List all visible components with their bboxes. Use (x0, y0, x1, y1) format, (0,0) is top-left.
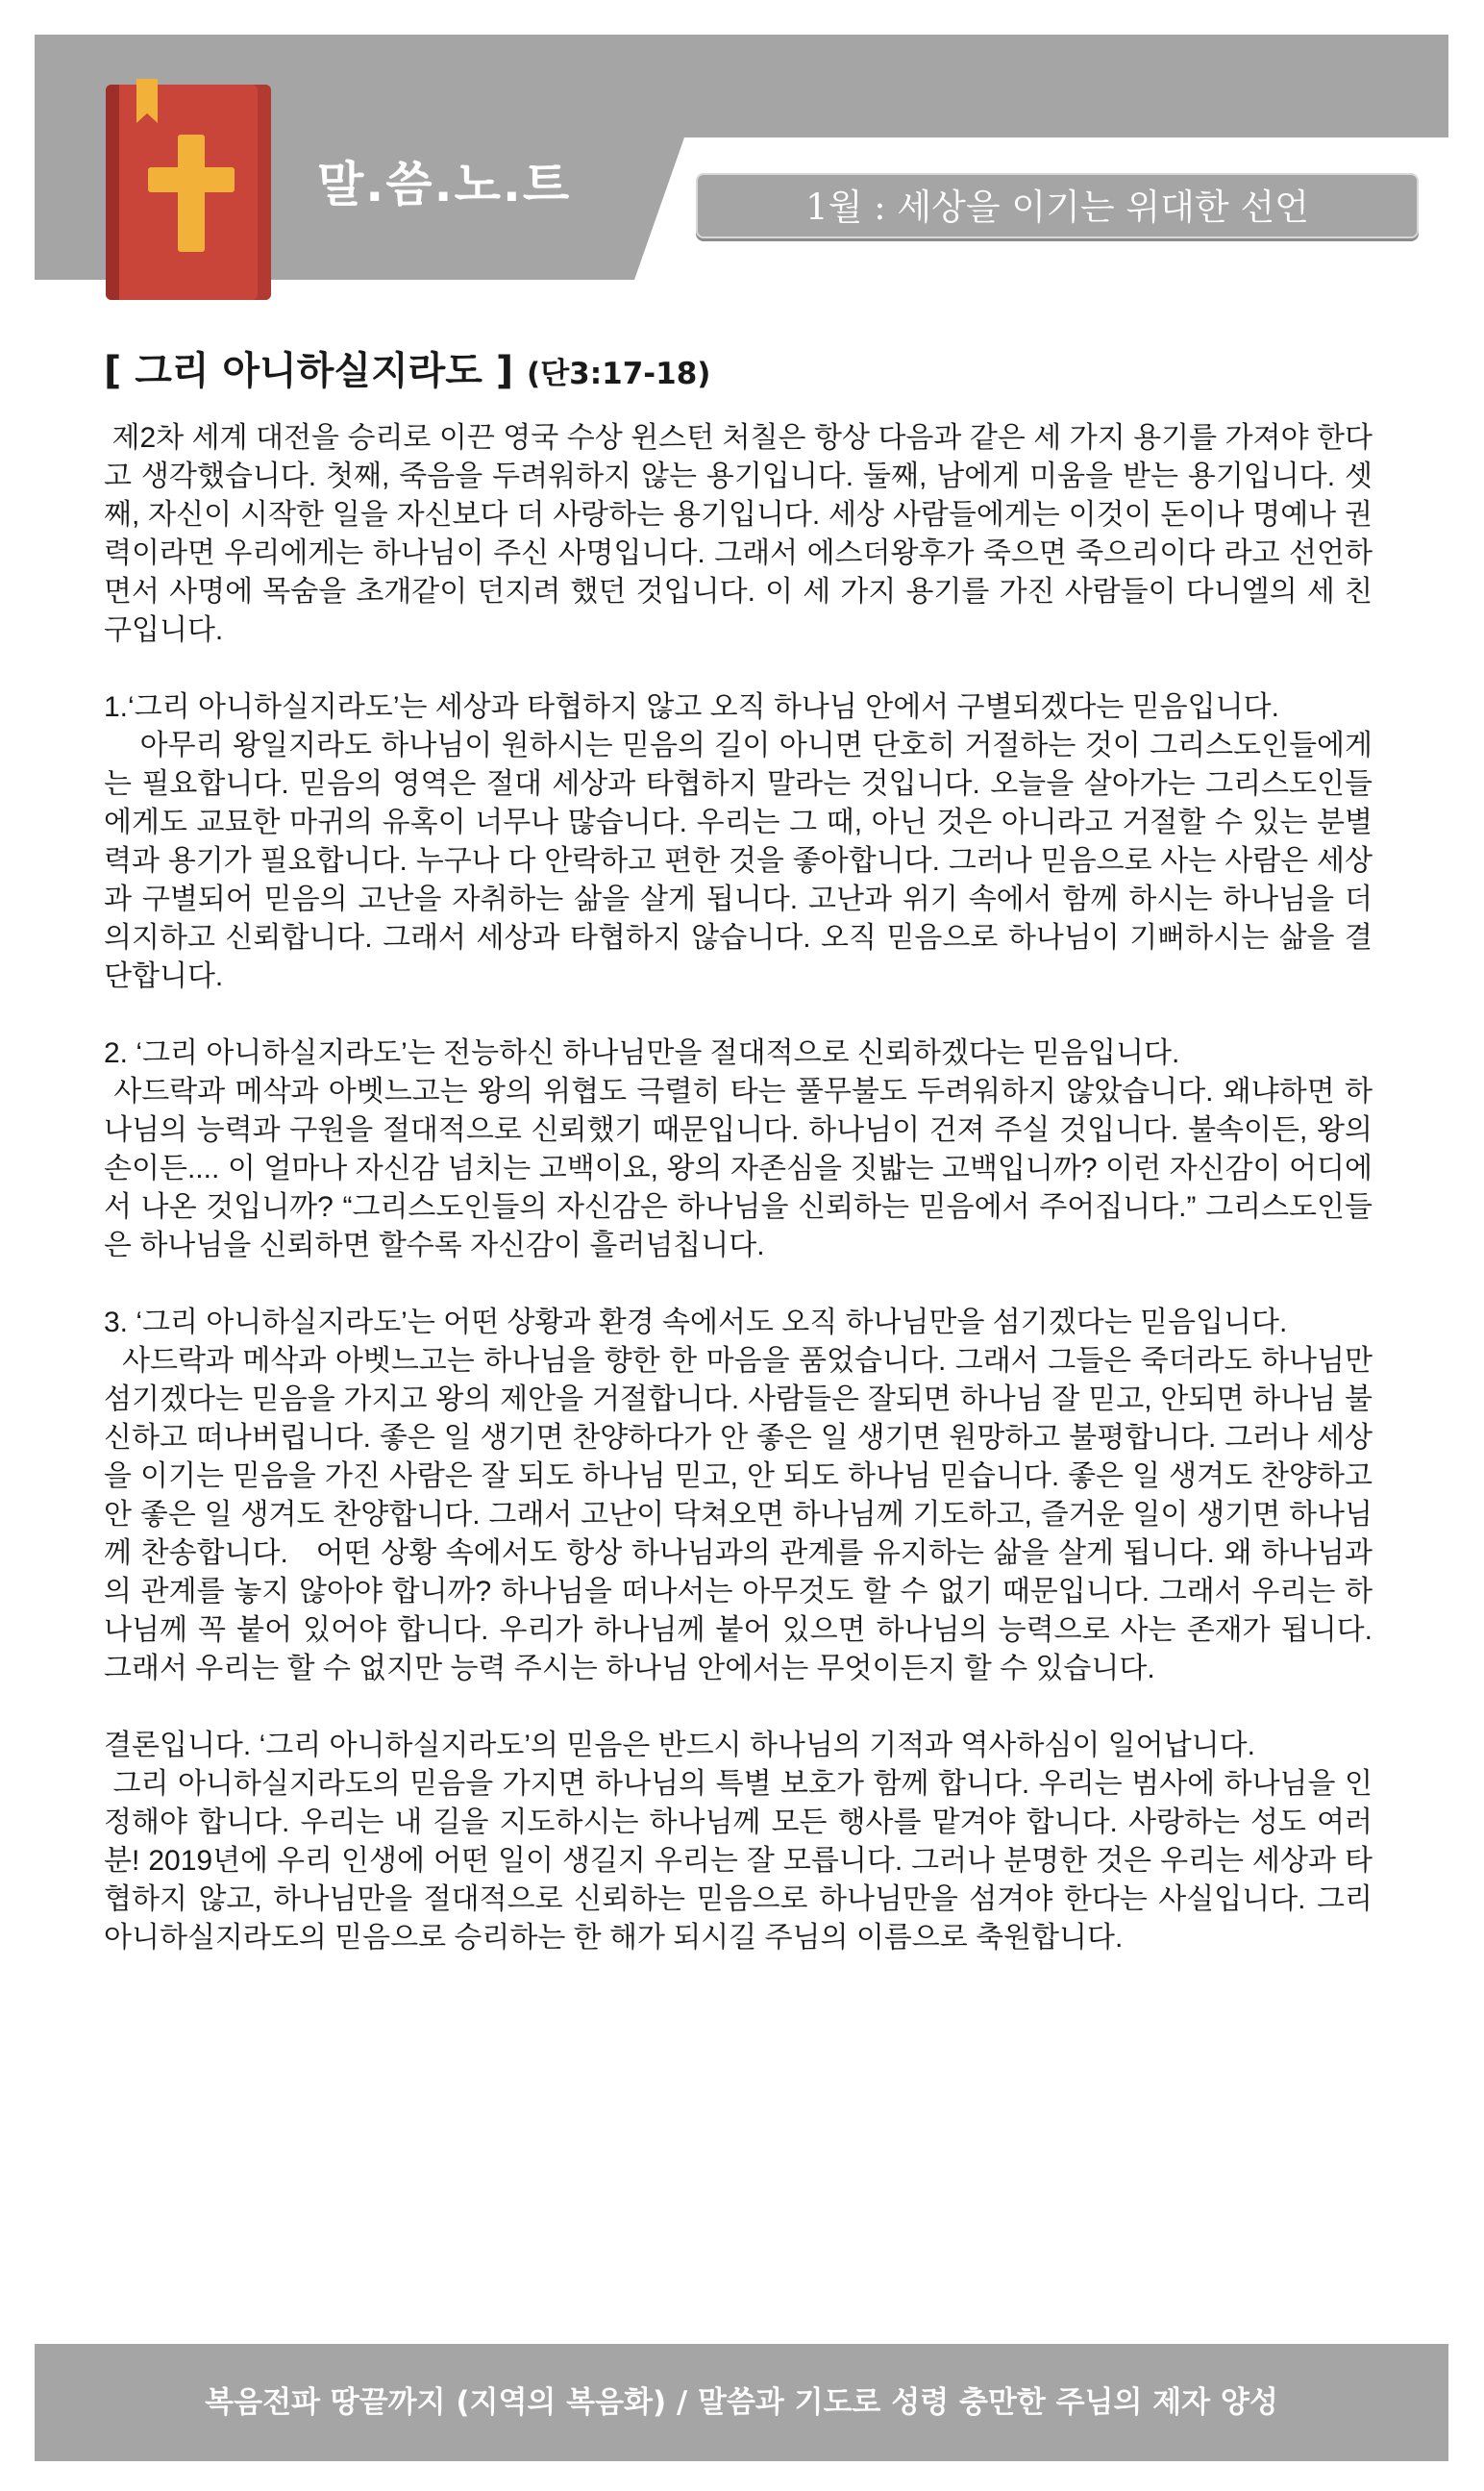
sermon-title (104, 344, 710, 401)
brand-title: 말.씀.노.트 (317, 157, 572, 212)
body-paragraph: 아무리 왕일지라도 하나님이 원하시는 믿음의 길이 아니면 단호히 거절하는 것이 그리스도인들에게는 필요합니다. 믿음의 영역은 절대 세상과 타협하지 말라는 것입니다. 오늘을 살아가는 그리스도인들에게도 교묘한 마귀의 유혹이 너무나 많습니다. 우리는 그 때, 아닌 것은 아니라고 거절할 수 있는 분별력과 용기가 필요합니다. 누구나 다 안락하고 편한 것을 좋아합니다. 그러나 믿음으로 사는 사람은 세상과 구별되어 믿음의 고난을 자취하는 삶을 살게 됩니다. 고난과 위기 속에서 함께 하시는 하나님을 더 의지하고 신뢰합니다. 그래서 세상과 타협하지 않습니다. 오직 믿음으로 하나님이 기뻐하시는 삶을 결단합니다. (104, 730, 1381, 992)
header-wedge (634, 137, 684, 280)
paragraph-gap (104, 996, 1373, 1034)
paragraph-gap (104, 1265, 1373, 1304)
sermon-body (104, 419, 1381, 1957)
body-paragraph: 2. ‘그리 아니하실지라도’는 전능하신 하나님만을 절대적으로 신뢰하겠다는 믿음입니다. (104, 1037, 1180, 1069)
bible-spine (106, 85, 119, 300)
scripture-reference: (단3:17-18) (527, 357, 711, 391)
cross-horizontal (148, 167, 235, 192)
paragraph-gap (104, 1688, 1373, 1727)
sermon-title-text: [ 그리 아니하실지라도 ] (104, 349, 514, 393)
body-paragraph: 3. ‘그리 아니하실지라도’는 어떤 상황과 환경 속에서도 오직 하나님만을 섬기겠다는 믿음입니다. (104, 1307, 1288, 1338)
body-paragraph: 결론입니다. ‘그리 아니하실지라도’의 믿음은 반드시 하나님의 기적과 역사하심이 일어납니다. (104, 1730, 1255, 1761)
footer-motto: 복음전파 땅끝까지 (지역의 복음화) / 말씀과 기도로 성령 충만한 주님의 제자 양성 (35, 2344, 1448, 2461)
month-theme-banner: 1월 : 세상을 이기는 위대한 선언 (696, 173, 1419, 238)
body-paragraph: 그리 아니하실지라도의 믿음을 가지면 하나님의 특별 보호가 함께 합니다. 우리는 범사에 하나님을 인정해야 합니다. 우리는 내 길을 지도하시는 하나님께 모든 행사를 맡겨야 합니다. 사랑하는 성도 여러분! 2019년에 우리 인생에 어떤 일이 생길지 우리는 잘 모릅니다. 그러나 분명한 것은 우리는 세상과 타협하지 않고, 하나님만을 절대적으로 신뢰하는 믿음으로 하나님만을 섬겨야 한다는 사실입니다. 그리 아니하실지라도의 믿음으로 승리하는 한 해가 되시길 주님의 이름으로 축원합니다. (104, 1768, 1381, 1954)
cross-vertical (178, 135, 205, 252)
body-paragraph: 1.‘그리 아니하실지라도’는 세상과 타협하지 않고 오직 하나님 안에서 구별되겠다는 믿음입니다. (104, 691, 1279, 723)
bible-cross-icon (106, 85, 271, 300)
body-paragraph: 제2차 세계 대전을 승리로 이끈 영국 수상 윈스턴 처칠은 항상 다음과 같은 세 가지 용기를 가져야 한다고 생각했습니다. 첫째, 죽음을 두려워하지 않는 용기입니다. 둘째, 남에게 미움을 받는 용기입니다. 셋째, 자신이 시작한 일을 자신보다 더 사랑하는 용기입니다. 세상 사람들에게는 이것이 돈이나 명예나 권력이라면 우리에게는 하나님이 주신 사명입니다. 그래서 에스더왕후가 죽으면 죽으리이다 라고 선언하면서 사명에 목숨을 초개같이 던지려 했던 것입니다. 이 세 가지 용기를 가진 사람들이 다니엘의 세 친구입니다. (104, 422, 1373, 646)
bookmark-ribbon (136, 79, 158, 123)
body-paragraph: 사드락과 메삭과 아벳느고는 하나님을 향한 한 마음을 품었습니다. 그래서 그들은 죽더라도 하나님만 섬기겠다는 믿음을 가지고 왕의 제안을 거절합니다. 사람들은 잘되면 하나님 잘 믿고, 안되면 하나님 불신하고 떠나버립니다. 좋은 일 생기면 찬양하다가 안 좋은 일 생기면 원망하고 불평합니다. 그러나 세상을 이기는 믿음을 가진 사람은 잘 되도 하나님 믿고, 안 되도 하나님 믿습니다. 좋은 일 생겨도 찬양하고 안 좋은 일 생겨도 찬양합니다. 그래서 고난이 닥쳐오면 하나님께 기도하고, 즐거운 일이 생기면 하나님께 찬송합니다. 어떤 상황 속에서도 항상 하나님과의 관계를 유지하는 삶을 살게 됩니다. 왜 하나님과의 관계를 놓지 않아야 합니까? 하나님을 떠나서는 아무것도 할 수 없기 때문입니다. 그래서 우리는 하나님께 꼭 붙어 있어야 합니다. 우리가 하나님께 붙어 있으면 하나님의 능력으로 사는 존재가 됩니다. 그래서 우리는 할 수 없지만 능력 주시는 하나님 안에서는 무엇이든지 할 수 있습니다. (104, 1345, 1381, 1684)
body-paragraph: 사드락과 메삭과 아벳느고는 왕의 위협도 극렬히 타는 풀무불도 두려워하지 않았습니다. 왜냐하면 하나님의 능력과 구원을 절대적으로 신뢰했기 때문입니다. 하나님이 건져 주실 것입니다. 불속이든, 왕의 손이든.... 이 얼마나 자신감 넘치는 고백이요, 왕의 자존심을 짓밟는 고백입니까? 이런 자신감이 어디에서 나온 것입니까? “그리스도인들의 자신감은 하나님을 신뢰하는 믿음에서 주어집니다.” 그리스도인들은 하나님을 신뢰하면 할수록 자신감이 흘러넘칩니다. (104, 1076, 1381, 1261)
paragraph-gap (104, 650, 1373, 688)
